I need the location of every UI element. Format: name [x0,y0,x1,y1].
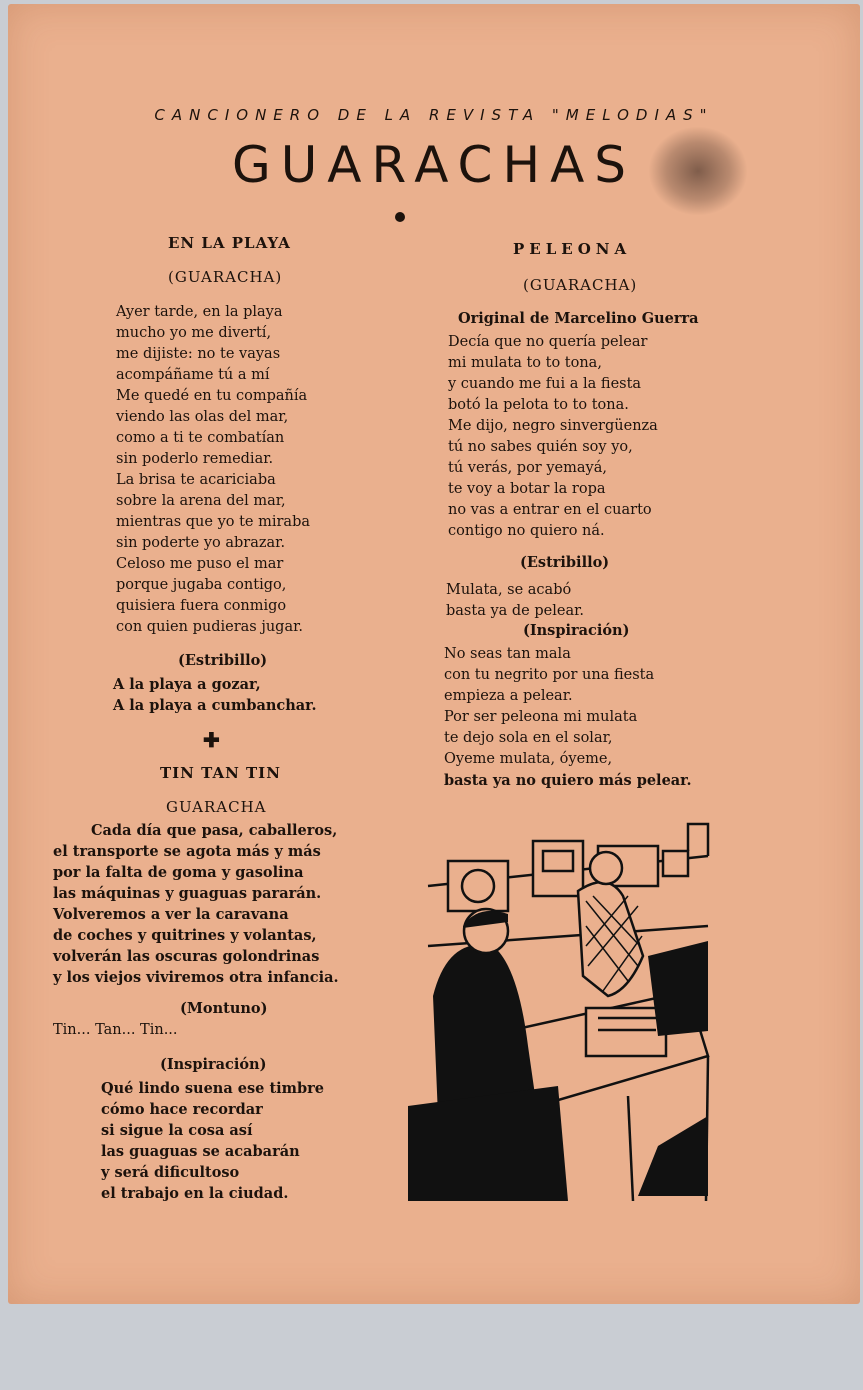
inspiracion-label: (Inspiración) [160,1056,267,1073]
chorus-label: (Estribillo) [520,554,610,571]
chorus-label: (Estribillo) [178,652,268,669]
song-verse: Cada día que pasa, caballeros, el transporte se agota más y más por la falta de goma y gasolina las máquinas y guaguas pararán. Volveremos a ver la caravana de coches y quitrines y volantas, volverán las oscuras golondrinas y los viejos viviremos otra infancia. [53,822,339,986]
song-title-peleona: PELEONA [513,240,632,258]
chorus-lines: Mulata, se acabó basta ya de pelear. [446,582,585,619]
inspiracion-lines: No seas tan mala con tu negrito por una fiesta empieza a pelear. Por ser peleona mi mulata te dejo sola en el solar, Oyeme mulata, óyeme, basta ya no quiero más pelear. [444,646,692,789]
montuno-line: Tin... Tan... Tin... [53,1022,178,1038]
song-verse: Ayer tarde, en la playa mucho yo me divertí, me dijiste: no te vayas acompáñame tú a mí Me quedé en tu compañía viendo las olas del mar, como a ti te combatían sin poderlo remediar. La brisa te acariciaba sobre la arena del mar, mientras que yo te miraba sin poderte yo abrazar. Celoso me puso el mar porque jugaba contigo, quisiera fuera conmigo con quien pudieras jugar. [116,304,311,635]
song-subtitle: GUARACHA [166,798,267,816]
song-author: Original de Marcelino Guerra [458,310,699,327]
song-title-en-la-playa: EN LA PLAYA [168,234,291,252]
magazine-page [8,4,860,1304]
page-title: GUARACHAS [231,136,637,194]
page-header: CANCIONERO DE LA REVISTA "MELODIAS" [154,106,714,124]
radio-shop-cartoon [408,816,718,1201]
song-verse: Decía que no quería pelear mi mulata to to tona, y cuando me fui a la fiesta botó la pelota to to tona. Me dijo, negro sinvergüenza tú no sabes quién soy yo, tú verás, por yemayá, te voy a botar la ropa no vas a entrar en el cuarto contigo no quiero ná. [448,334,658,539]
inspiracion-label: (Inspiración) [523,622,630,639]
song-subtitle: (GUARACHA) [168,268,283,286]
chorus-lines: A la playa a gozar, A la playa a cumbanchar. [113,676,317,714]
inspiracion-lines: Qué lindo suena ese timbre cómo hace recordar si sigue la cosa así las guaguas se acabarán y será dificultoso el trabajo en la ciudad. [101,1080,324,1202]
song-subtitle: (GUARACHA) [523,276,638,294]
montuno-label: (Montuno) [180,1000,268,1017]
song-title-tin-tan-tin: TIN TAN TIN [160,764,281,782]
cross-divider: ✚ [203,728,220,752]
bullet-dot [395,212,405,222]
